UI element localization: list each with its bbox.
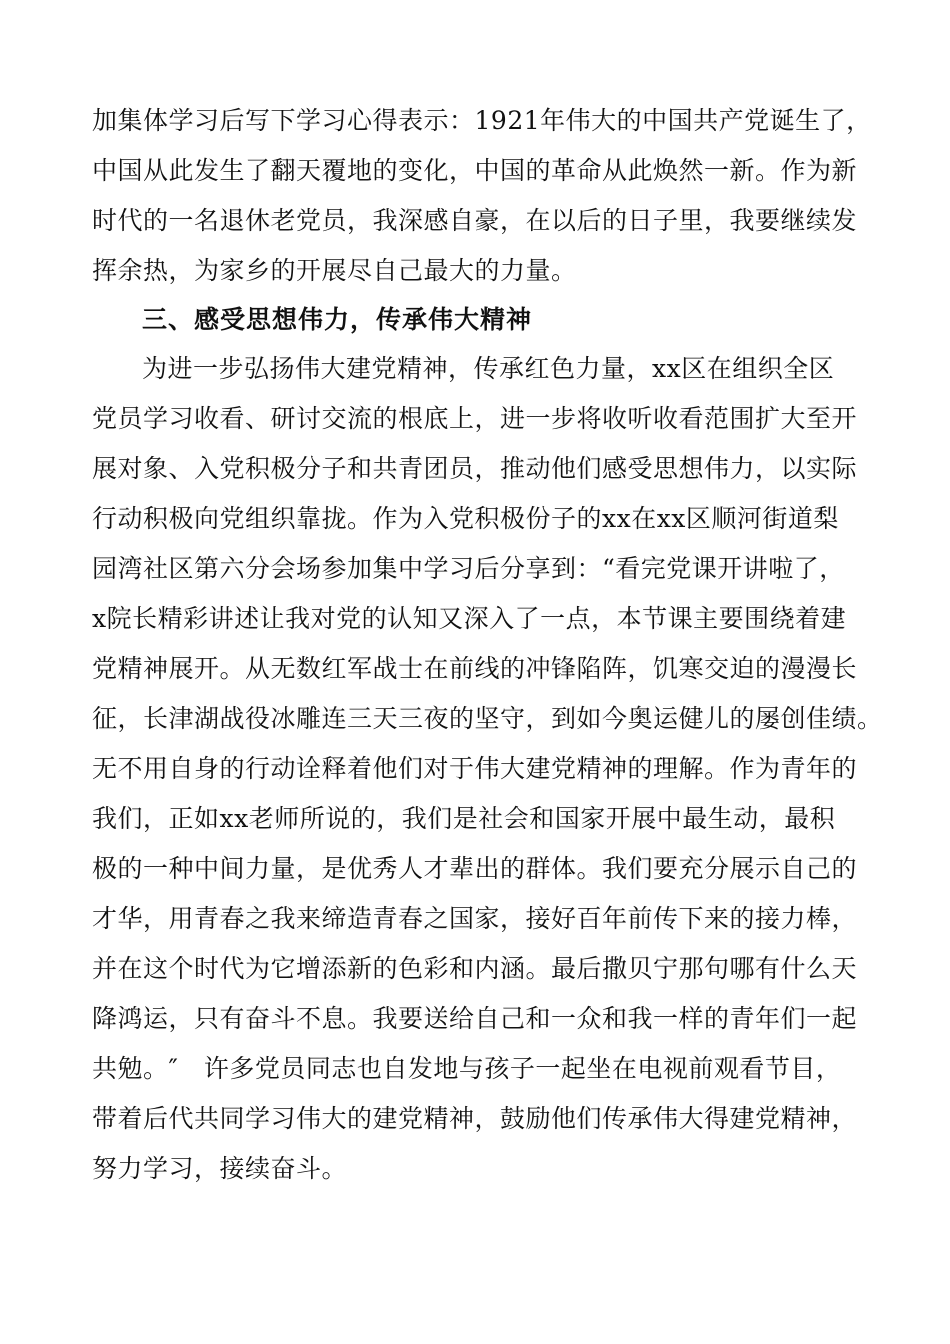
- paragraph-line: 行动积极向党组织靠拢。作为入党积极份子的xx在xx区顺河街道梨: [92, 504, 839, 533]
- paragraph-line: 时代的一名退休老党员，我深感自豪，在以后的日子里，我要继续发: [92, 206, 858, 235]
- paragraph-line: 展对象、入党积极分子和共青团员，推动他们感受思想伟力，以实际: [92, 454, 858, 483]
- paragraph-line: 带着后代共同学习伟大的建党精神，鼓励他们传承伟大得建党精神，: [92, 1104, 858, 1133]
- paragraph-line: 挥余热，为家乡的开展尽自己最大的力量。: [92, 256, 577, 285]
- paragraph-line: 中国从此发生了翻天覆地的变化，中国的革命从此焕然一新。作为新: [92, 156, 858, 185]
- paragraph-line: 极的一种中间力量，是优秀人才辈出的群体。我们要充分展示自己的: [92, 854, 858, 883]
- paragraph-line: 为进一步弘扬伟大建党精神，传承红色力量，xx区在组织全区: [142, 354, 835, 383]
- paragraph-line: 共勉。″ 许多党员同志也自发地与孩子一起坐在电视前观看节目，: [92, 1054, 842, 1083]
- paragraph-line: 并在这个时代为它增添新的色彩和内涵。最后撒贝宁那句哪有什么天: [92, 954, 858, 983]
- paragraph-line: 才华，用青春之我来缔造青春之国家，接好百年前传下来的接力棒，: [92, 904, 858, 933]
- paragraph-line: 努力学习，接续奋斗。: [92, 1154, 348, 1183]
- paragraph-line: 园湾社区第六分会场参加集中学习后分享到：“看完党课开讲啦了，: [92, 554, 845, 583]
- paragraph-line: 征，长津湖战役冰雕连三天三夜的坚守，到如今奥运健儿的屡创佳绩。: [92, 704, 883, 733]
- paragraph-line: 无不用自身的行动诠释着他们对于伟大建党精神的理解。作为青年的: [92, 754, 858, 783]
- paragraph-line: 党精神展开。从无数红军战士在前线的冲锋陷阵，饥寒交迫的漫漫长: [92, 654, 858, 683]
- paragraph-line: 党员学习收看、研讨交流的根底上，进一步将收听收看范围扩大至开: [92, 404, 858, 433]
- paragraph-line: x院长精彩讲述让我对党的认知又深入了一点，本节课主要围绕着建: [92, 604, 847, 633]
- paragraph-line: 我们，正如xx老师所说的，我们是社会和国家开展中最生动，最积: [92, 804, 836, 833]
- paragraph-line: 加集体学习后写下学习心得表示：1921年伟大的中国共产党诞生了，: [92, 106, 872, 135]
- section-heading: 三、感受思想伟力，传承伟大精神: [142, 305, 533, 334]
- paragraph-line: 降鸿运，只有奋斗不息。我要送给自己和一众和我一样的青年们一起: [92, 1004, 858, 1033]
